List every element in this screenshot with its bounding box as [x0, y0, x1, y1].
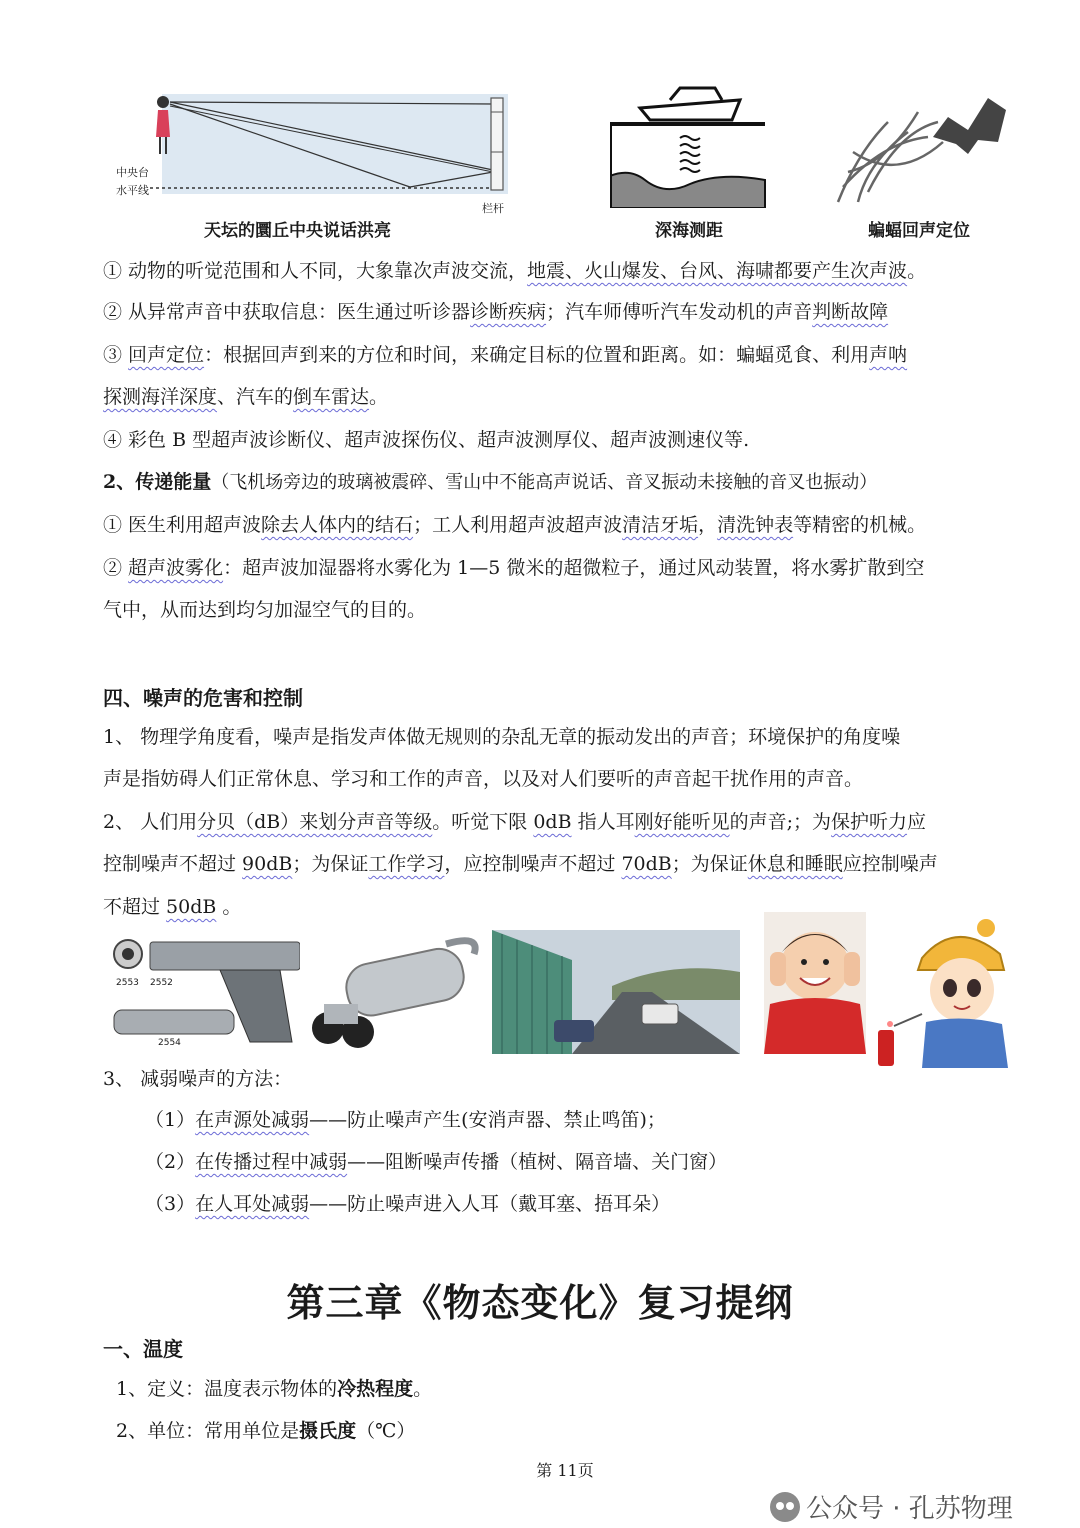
method-2: （2）在传播过程中减弱——阻断噪声传播（植树、隔音墙、关门窗）: [145, 1151, 728, 1173]
temperature-unit: 2、单位：常用单位是摄氏度（℃）: [116, 1420, 416, 1442]
muffler-image: [306, 934, 486, 1052]
silencer-gun-image: [110, 932, 300, 1050]
noise-p1-line1: 1、 物理学角度看，噪声是指发声体做无规则的杂乱无章的振动发出的声音；环境保护的角度噪: [103, 726, 901, 748]
label-horizon: 水平线: [116, 184, 149, 197]
method-1: （1）在声源处减弱——防止噪声产生(安消声器、禁止鸣笛)；: [145, 1109, 666, 1131]
caption-sea-sounding: 深海测距: [655, 221, 723, 241]
info-item-1: ① 动物的听觉范围和人不同，大象靠次声波交流，地震、火山爆发、台风、海啸都要产生次声波。: [103, 260, 927, 282]
method-3: （3）在人耳处减弱——防止噪声进入人耳（戴耳塞、捂耳朵）: [145, 1193, 671, 1215]
page-number: 第 11页: [536, 1461, 594, 1480]
energy-item-1: ① 医生利用超声波除去人体内的结石；工人利用超声波超声波清洁牙垢，清洗钟表等精密的机械。: [103, 514, 927, 536]
info-item-4: ④ 彩色 B 型超声波诊断仪、超声波探伤仪、超声波测厚仪、超声波测速仪等.: [103, 429, 750, 451]
energy-item-2: ② 超声波雾化：超声波加湿器将水雾化为 1—5 微米的超微粒子，通过风动装置，将水雾扩散到空: [103, 557, 925, 579]
info-item-3-cont: 探测海洋深度、汽车的倒车雷达。: [103, 386, 389, 408]
sound-barrier-road-image: [492, 930, 740, 1054]
info-item-3: ③ 回声定位：根据回声到来的方位和时间，来确定目标的位置和距离。如：蝙蝠觅食、利用声呐: [103, 344, 908, 366]
sea-sounding-figure: [610, 80, 770, 208]
gun-label-2554: 2554: [158, 1038, 181, 1048]
gun-label-2552: 2552: [150, 978, 173, 988]
chapter-title: 第三章《物态变化》复习提纲: [286, 1281, 794, 1325]
noise-p2-line2: 控制噪声不超过 90dB；为保证工作学习，应控制噪声不超过 70dB；为保证休息和睡眠应控制噪声: [103, 853, 938, 875]
noise-p2-line1: 2、 人们用分贝（dB）来划分声音等级。听觉下限 0dB 指人耳刚好能听见的声音;；为保护听力应: [103, 811, 927, 833]
wechat-icon: [770, 1492, 800, 1522]
noise-p1-line2: 声是指妨碍人们正常休息、学习和工作的声音，以及对人们要听的声音起干扰作用的声音。: [103, 768, 864, 790]
temperature-definition: 1、定义：温度表示物体的冷热程度。: [116, 1378, 433, 1400]
info-item-2: ② 从异常声音中获取信息：医生通过听诊器诊断疾病；汽车师傅听汽车发动机的声音判断故障: [103, 301, 889, 323]
methods-title: 3、 减弱噪声的方法：: [103, 1068, 293, 1090]
energy-item-2-cont: 气中，从而达到均匀加湿空气的目的。: [103, 599, 427, 621]
caption-tiantan: 天坛的圜丘中央说话洪亮: [204, 221, 391, 241]
energy-title-line: 2、传递能量（飞机场旁边的玻璃被震碎、雪山中不能高声说话、音叉振动未接触的音叉也振动）: [103, 471, 878, 493]
gun-label-2553: 2553: [116, 978, 139, 988]
chapter-section-temperature: 一、温度: [103, 1337, 183, 1361]
bat-echolocation-figure: [828, 92, 1008, 204]
tiantan-figure: [110, 92, 510, 215]
cartoon-kid-firecracker-image: [876, 918, 1024, 1068]
label-rail: 栏杆: [482, 202, 504, 215]
watermark: [770, 1488, 1013, 1525]
caption-bat: 蝙蝠回声定位: [868, 221, 970, 241]
child-covering-ears-image: [764, 912, 866, 1054]
label-center-platform: 中央台: [116, 166, 149, 179]
energy-title: 2、传递能量: [103, 471, 212, 493]
noise-p2-line3: 不超过 50dB 。: [103, 896, 242, 918]
noise-section-title: 四、噪声的危害和控制: [103, 686, 303, 710]
watermark-text: 公众号 · 孔苏物理: [806, 1494, 1013, 1524]
